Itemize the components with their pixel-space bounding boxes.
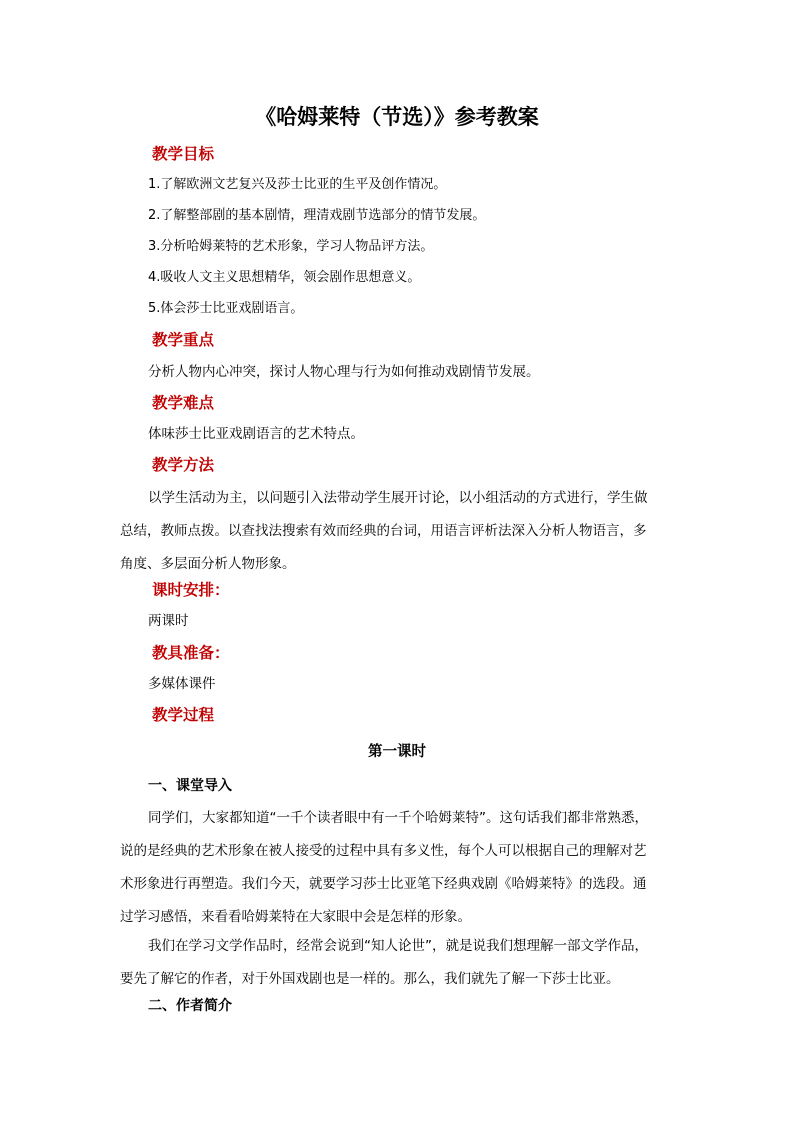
- key-points-text: 分析人物内心冲突，探讨人物心理与行为如何推动戏剧情节发展。: [148, 364, 540, 380]
- intro-line: 我们在学习文学作品时，经常会说到“知人论世”，就是说我们想理解一部文学作品，: [148, 938, 648, 954]
- methods-line: 以学生活动为主，以问题引入法带动学生展开讨论，以小组活动的方式进行，学生做: [148, 490, 648, 506]
- methods-paragraph: [120, 482, 668, 581]
- intro-paragraph: [120, 802, 668, 934]
- heading-key-points: 教学重点: [152, 330, 215, 349]
- intro-line: 同学们，大家都知道“一千个读者眼中有一千个哈姆莱特”。这句话我们都非常熟悉，: [148, 810, 648, 826]
- heading-difficulties: 教学难点: [152, 393, 215, 412]
- intro-line: 过学习感悟，来看看哈姆莱特在大家眼中会是怎样的形象。: [120, 909, 471, 925]
- objective-item: 4.吸收人文主义思想精华，领会剧作思想意义。: [148, 270, 421, 285]
- heading-objectives: 教学目标: [152, 144, 215, 163]
- objective-item: 5.体会莎士比亚戏剧语言。: [148, 301, 304, 316]
- heading-process: 教学过程: [152, 705, 215, 724]
- objective-item: 3.分析哈姆莱特的艺术形象，学习人物品评方法。: [148, 239, 434, 254]
- intro-line: 要先了解它的作者，对于外国戏剧也是一样的。那么，我们就先了解一下莎士比亚。: [120, 971, 620, 987]
- heading-materials: 教具准备：: [152, 643, 230, 662]
- methods-line: 角度、多层面分析人物形象。: [120, 556, 296, 572]
- section-intro-heading: 一、课堂导入: [148, 778, 232, 794]
- heading-methods: 教学方法: [152, 455, 215, 474]
- objective-item: 1.了解欧洲文艺复兴及莎士比亚的生平及创作情况。: [148, 177, 447, 192]
- intro-line: 术形象进行再塑造。我们今天，就要学习莎士比亚笔下经典戏剧《哈姆莱特》的选段。通: [120, 876, 647, 892]
- methods-line: 总结，教师点拨。以查找法搜索有效而经典的台词，用语言评析法深入分析人物语言，多: [120, 523, 647, 539]
- heading-schedule: 课时安排：: [152, 580, 230, 599]
- page-title: 《哈姆莱特（节选）》参考教案: [255, 104, 539, 129]
- schedule-text: 两课时: [148, 613, 189, 629]
- intro-line: 说的是经典的艺术形象在被人接受的过程中具有多义性，每个人可以根据自己的理解对艺: [120, 843, 647, 859]
- section-author-heading: 二、作者简介: [148, 998, 232, 1014]
- difficulties-text: 体味莎士比亚戏剧语言的艺术特点。: [148, 426, 364, 442]
- objective-item: 2.了解整部剧的基本剧情，理清戏剧节选部分的情节发展。: [148, 208, 486, 223]
- intro-paragraph-2: [120, 930, 668, 996]
- lesson-one-heading: 第一课时: [368, 744, 426, 760]
- materials-text: 多媒体课件: [148, 676, 216, 692]
